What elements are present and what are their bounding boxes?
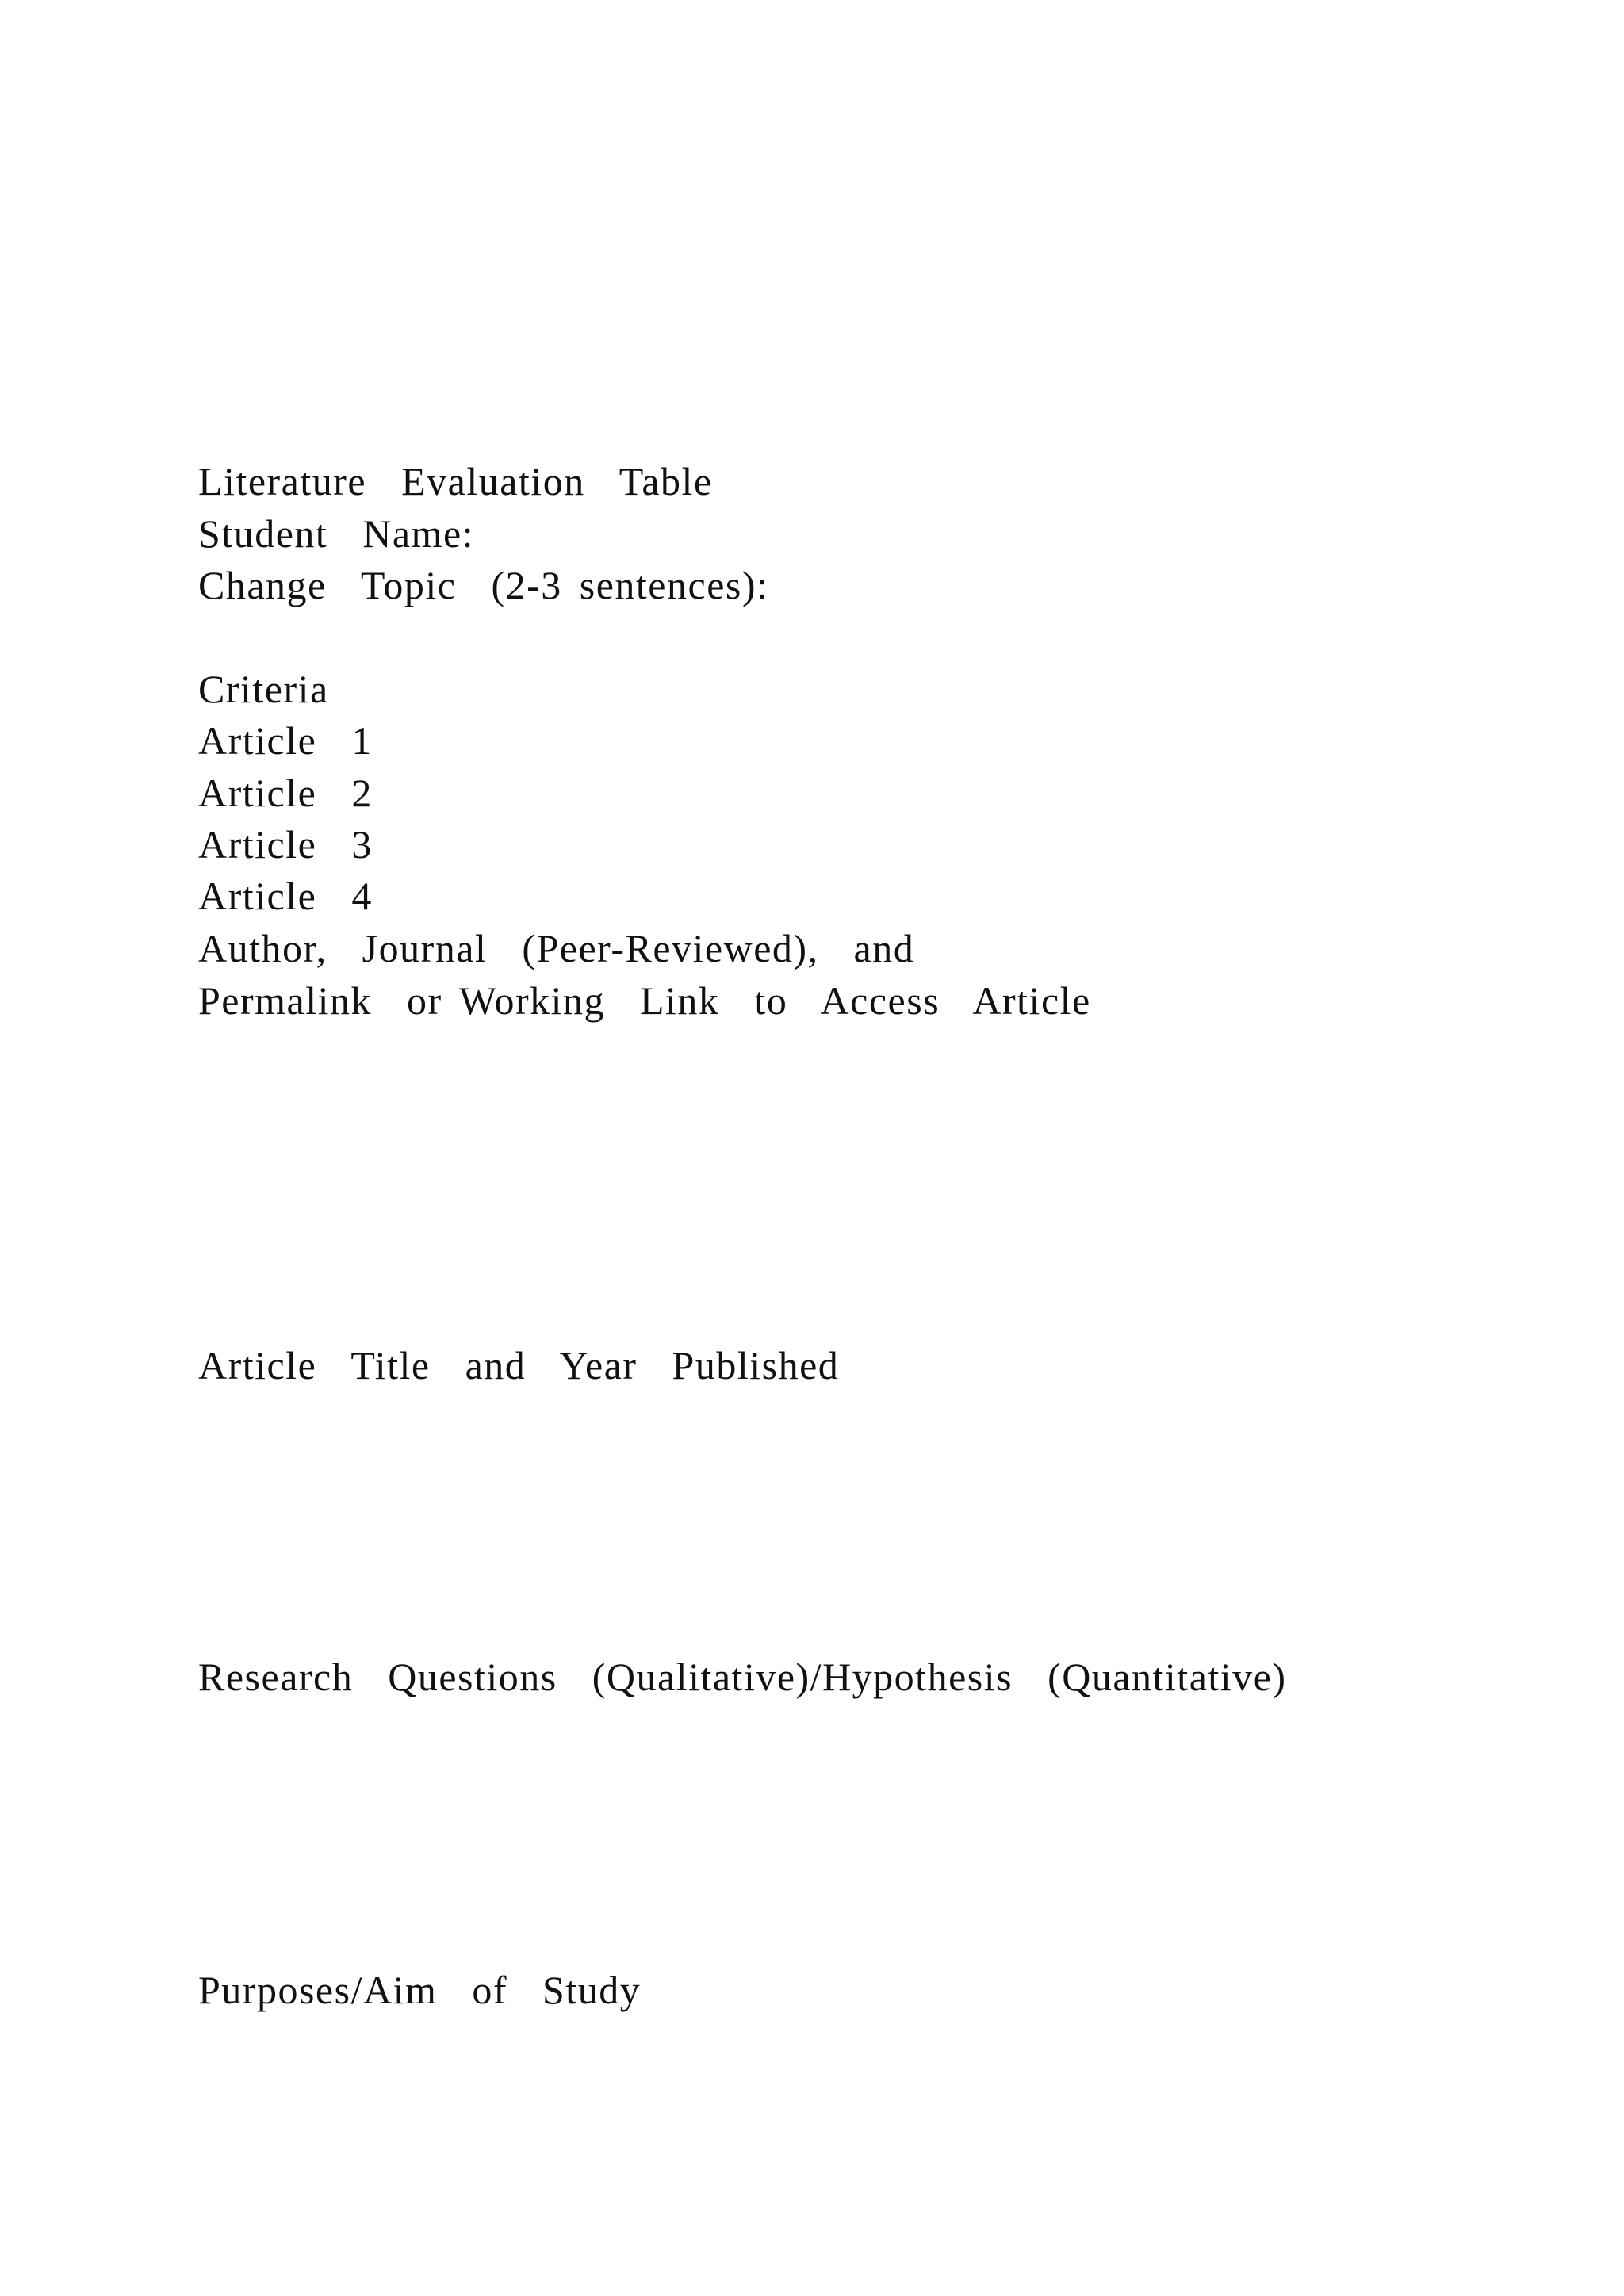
article-1-header: Article 1	[198, 718, 373, 763]
article-3-header: Article 3	[198, 822, 373, 867]
criterion-author-journal-line1: Author, Journal (Peer-Reviewed), and	[198, 926, 915, 970]
criterion-research-questions: Research Questions (Qualitative)/Hypothesis (Quantitative)	[198, 1655, 1287, 1699]
criterion-purpose-aim: Purposes/Aim of Study	[198, 1968, 642, 2012]
criterion-author-journal-line2: Permalink or Working Link to Access Article	[198, 978, 1091, 1023]
document-title: Literature Evaluation Table	[198, 459, 713, 503]
article-4-header: Article 4	[198, 874, 373, 918]
student-name-label: Student Name:	[198, 511, 475, 556]
article-2-header: Article 2	[198, 771, 373, 815]
change-topic-label: Change Topic (2-3 sentences):	[198, 563, 769, 607]
criterion-article-title-year: Article Title and Year Published	[198, 1343, 840, 1387]
criteria-header: Criteria	[198, 667, 329, 711]
